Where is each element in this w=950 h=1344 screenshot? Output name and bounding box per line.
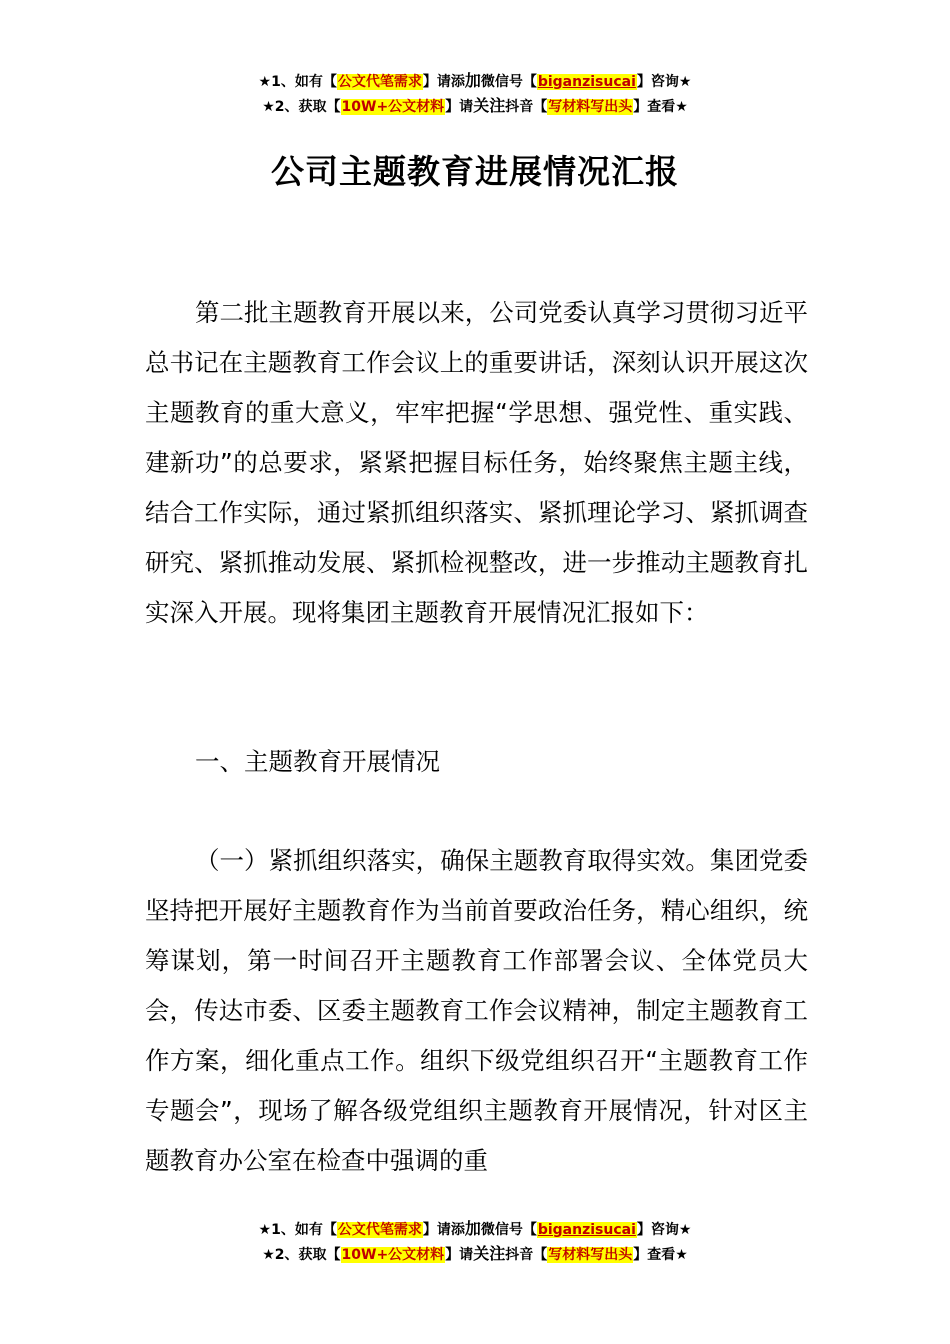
header-banner xyxy=(0,69,950,119)
banner-text: 】咨询★ xyxy=(636,74,692,90)
banner-text: 】请 xyxy=(445,1247,474,1263)
footer-banner xyxy=(0,1217,950,1267)
highlight-materials: 10W+公文材料 xyxy=(341,1247,445,1263)
banner-line-2 xyxy=(0,94,950,119)
banner-text: 抖音【 xyxy=(505,1247,548,1263)
document-title: 公司主题教育进展情况汇报 xyxy=(271,152,679,191)
banner-text: ★1、如有【 xyxy=(258,74,337,90)
banner-line-2 xyxy=(0,1242,950,1267)
banner-text: 抖音【 xyxy=(505,99,548,115)
banner-text: 】请添 xyxy=(422,74,465,90)
banner-emphasis: 关注 xyxy=(473,96,506,115)
intro-paragraph: 第二批主题教育开展以来，公司党委认真学习贯彻习近平总书记在主题教育工作会议上的重要讲话，深刻认识开展这次主题教育的重大意义，牢牢把握“学思想、强党性、重实践、建新功”的总要求，紧紧把握目标任务，始终聚焦主题主线，结合工作实际，通过紧抓组织落实、紧抓理论学习、紧抓调查研究、紧抓推动发展、紧抓检视整改，进一步推动主题教育扎实深入开展。现将集团主题教育开展情况汇报如下： xyxy=(145,298,808,627)
banner-emphasis: 关注 xyxy=(473,1244,506,1263)
highlight-service: 公文代笔需求 xyxy=(337,1222,422,1238)
banner-text: 】请 xyxy=(445,99,474,115)
highlight-materials: 10W+公文材料 xyxy=(341,99,445,115)
banner-emphasis: 加 xyxy=(464,71,481,90)
banner-emphasis: 加 xyxy=(464,1219,481,1238)
highlight-douyin-account: 写材料写出头 xyxy=(548,1247,633,1263)
body-paragraph: （一）紧抓组织落实，确保主题教育取得实效。集团党委坚持把开展好主题教育作为当前首要政治任务，精心组织，统筹谋划，第一时间召开主题教育工作部署会议、全体党员大会，传达市委、区委主题教育工作会议精神，制定主题教育工作方案，细化重点工作。组织下级党组织召开“主题教育工作专题会”，现场了解各级党组织主题教育开展情况，针对区主题教育办公室在检查中强调的重 xyxy=(145,846,808,1175)
highlight-wechat-id: biganzisucai xyxy=(537,1222,636,1238)
highlight-wechat-id: biganzisucai xyxy=(537,74,636,90)
banner-text: ★1、如有【 xyxy=(258,1222,337,1238)
banner-text: ★2、获取【 xyxy=(262,1247,341,1263)
banner-text: 微信号【 xyxy=(480,1222,537,1238)
highlight-service: 公文代笔需求 xyxy=(337,74,422,90)
section-heading: 一、主题教育开展情况 xyxy=(195,747,440,776)
banner-text: 】查看★ xyxy=(633,99,688,115)
banner-text: 】查看★ xyxy=(633,1247,688,1263)
banner-text: ★2、获取【 xyxy=(262,99,341,115)
banner-text: 】请添 xyxy=(422,1222,465,1238)
banner-text: 】咨询★ xyxy=(636,1222,692,1238)
highlight-douyin-account: 写材料写出头 xyxy=(548,99,633,115)
banner-text: 微信号【 xyxy=(480,74,537,90)
banner-line-1 xyxy=(0,1217,950,1242)
banner-line-1 xyxy=(0,69,950,94)
